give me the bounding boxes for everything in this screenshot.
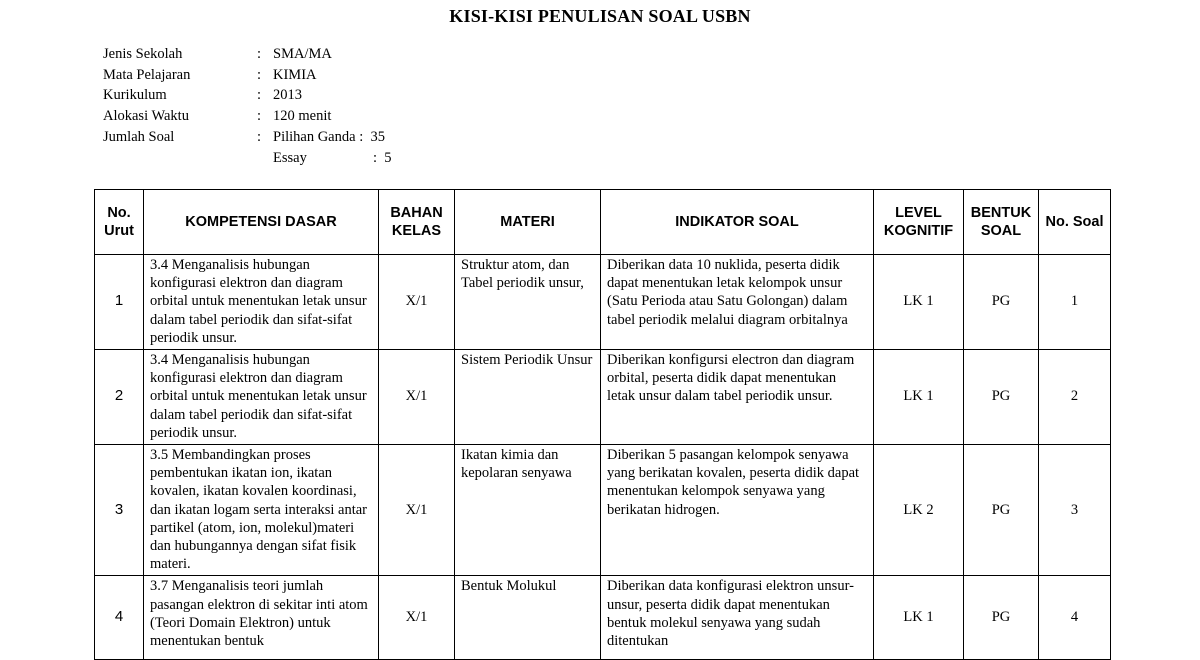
kisi-kisi-table <box>94 189 1111 660</box>
cell-no-soal: 3 <box>1039 445 1111 576</box>
cell-indikator: Diberikan 5 pasangan kelompok senyawa yang berikatan kovalen, peserta didik dapat menentukan kelompok senyawa yang berikatan hidrogen. <box>601 445 874 576</box>
pg-value: 35 <box>370 128 385 145</box>
cell-indikator: Diberikan data konfigurasi elektron unsur-unsur, peserta didik dapat menentukan bentuk molekul senyawa yang sudah ditentukan <box>601 576 874 660</box>
header-kompetensi-dasar: KOMPETENSI DASAR <box>144 190 379 255</box>
cell-level: LK 1 <box>874 255 964 350</box>
table-header-row <box>95 190 1111 255</box>
meta-value: KIMIA <box>273 66 317 83</box>
cell-materi: Sistem Periodik Unsur <box>455 350 601 445</box>
meta-value-essay: Essay : 5 <box>273 148 392 169</box>
cell-indikator: Diberikan data 10 nuklida, peserta didik dapat menentukan letak kelompok unsur (Satu Perioda atau Satu Golongan) dalam tabel periodik melalui diagram orbitalnya <box>601 255 874 350</box>
cell-bentuk: PG <box>964 576 1039 660</box>
meta-label: Kurikulum <box>103 87 167 104</box>
cell-kelas: X/1 <box>379 350 455 445</box>
essay-label: Essay <box>273 149 307 166</box>
cell-kelas: X/1 <box>379 445 455 576</box>
cell-materi: Struktur atom, dan Tabel periodik unsur, <box>455 255 601 350</box>
header-no-urut: No. Urut <box>95 190 144 255</box>
meta-label: Jenis Sekolah <box>103 46 183 62</box>
cell-bentuk: PG <box>964 255 1039 350</box>
cell-materi: Ikatan kimia dan kepolaran senyawa <box>455 445 601 576</box>
cell-bentuk: PG <box>964 350 1039 445</box>
document-title: KISI-KISI PENULISAN SOAL USBN <box>449 6 751 26</box>
header-bahan-kelas: BAHAN KELAS <box>379 190 455 255</box>
cell-kelas: X/1 <box>379 576 455 660</box>
cell-materi: Bentuk Molukul <box>455 576 601 660</box>
meta-value: 2013 <box>273 87 302 104</box>
essay-value: 5 <box>384 149 392 166</box>
meta-row-mata-pelajaran <box>103 65 392 86</box>
pg-label: Pilihan Ganda <box>273 128 356 145</box>
cell-no-urut: 2 <box>95 350 144 445</box>
cell-kompetensi: 3.5 Membandingkan proses pembentukan ikatan ion, ikatan kovalen, ikatan kovalen koordinasi, dan ikatan logam serta interaksi antar partikel (atom, ion, molekul)materi dan hubungannya dengan sifat fisik materi. <box>144 445 379 576</box>
table-row <box>95 445 1111 576</box>
header-level-kognitif: LEVEL KOGNITIF <box>874 190 964 255</box>
cell-no-urut: 1 <box>95 255 144 350</box>
header-no-soal: No. Soal <box>1039 190 1111 255</box>
meta-row-kurikulum <box>103 85 392 106</box>
cell-no-soal: 4 <box>1039 576 1111 660</box>
meta-value: SMA/MA <box>273 46 332 62</box>
cell-no-soal: 1 <box>1039 255 1111 350</box>
cell-kompetensi: 3.4 Menganalisis hubungan konfigurasi elektron dan diagram orbital untuk menentukan letak unsur dalam tabel periodik dan sifat-sifat periodik unsur. <box>144 255 379 350</box>
meta-label: Jumlah Soal <box>103 128 175 145</box>
cell-indikator: Diberikan konfigursi electron dan diagram orbital, peserta didik dapat menentukan letak unsur dalam tabel periodik unsur. <box>601 350 874 445</box>
cell-bentuk: PG <box>964 445 1039 576</box>
cell-no-urut: 3 <box>95 445 144 576</box>
document-meta <box>103 44 392 168</box>
meta-value-pg: Pilihan Ganda : 35 <box>273 128 385 145</box>
header-materi: MATERI <box>455 190 601 255</box>
cell-level: LK 1 <box>874 576 964 660</box>
meta-colon: : <box>257 128 262 145</box>
cell-no-urut: 4 <box>95 576 144 660</box>
cell-kompetensi: 3.7 Menganalisis teori jumlah pasangan elektron di sekitar inti atom (Teori Domain Elektron) untuk menentukan bentuk <box>144 576 379 660</box>
table-row <box>95 255 1111 350</box>
meta-label: Alokasi Waktu <box>103 108 189 125</box>
cell-level: LK 2 <box>874 445 964 576</box>
meta-colon: : <box>257 108 262 125</box>
meta-row-alokasi-waktu <box>103 106 392 127</box>
meta-colon: : <box>257 66 262 83</box>
meta-row-essay <box>103 148 392 169</box>
cell-kelas: X/1 <box>379 255 455 350</box>
header-indikator-soal: INDIKATOR SOAL <box>601 190 874 255</box>
meta-row-jenis-sekolah <box>103 44 392 65</box>
meta-row-jumlah-soal <box>103 127 392 148</box>
table-row <box>95 576 1111 660</box>
cell-kompetensi: 3.4 Menganalisis hubungan konfigurasi elektron dan diagram orbital untuk menentukan letak unsur dalam tabel periodik dan sifat-sifat periodik unsur. <box>144 350 379 445</box>
meta-colon: : <box>257 87 262 104</box>
meta-colon: : <box>257 46 262 62</box>
header-bentuk-soal: BENTUK SOAL <box>964 190 1039 255</box>
meta-label: Mata Pelajaran <box>103 66 191 83</box>
cell-no-soal: 2 <box>1039 350 1111 445</box>
cell-level: LK 1 <box>874 350 964 445</box>
table-row <box>95 350 1111 445</box>
meta-value: 120 menit <box>273 108 332 125</box>
